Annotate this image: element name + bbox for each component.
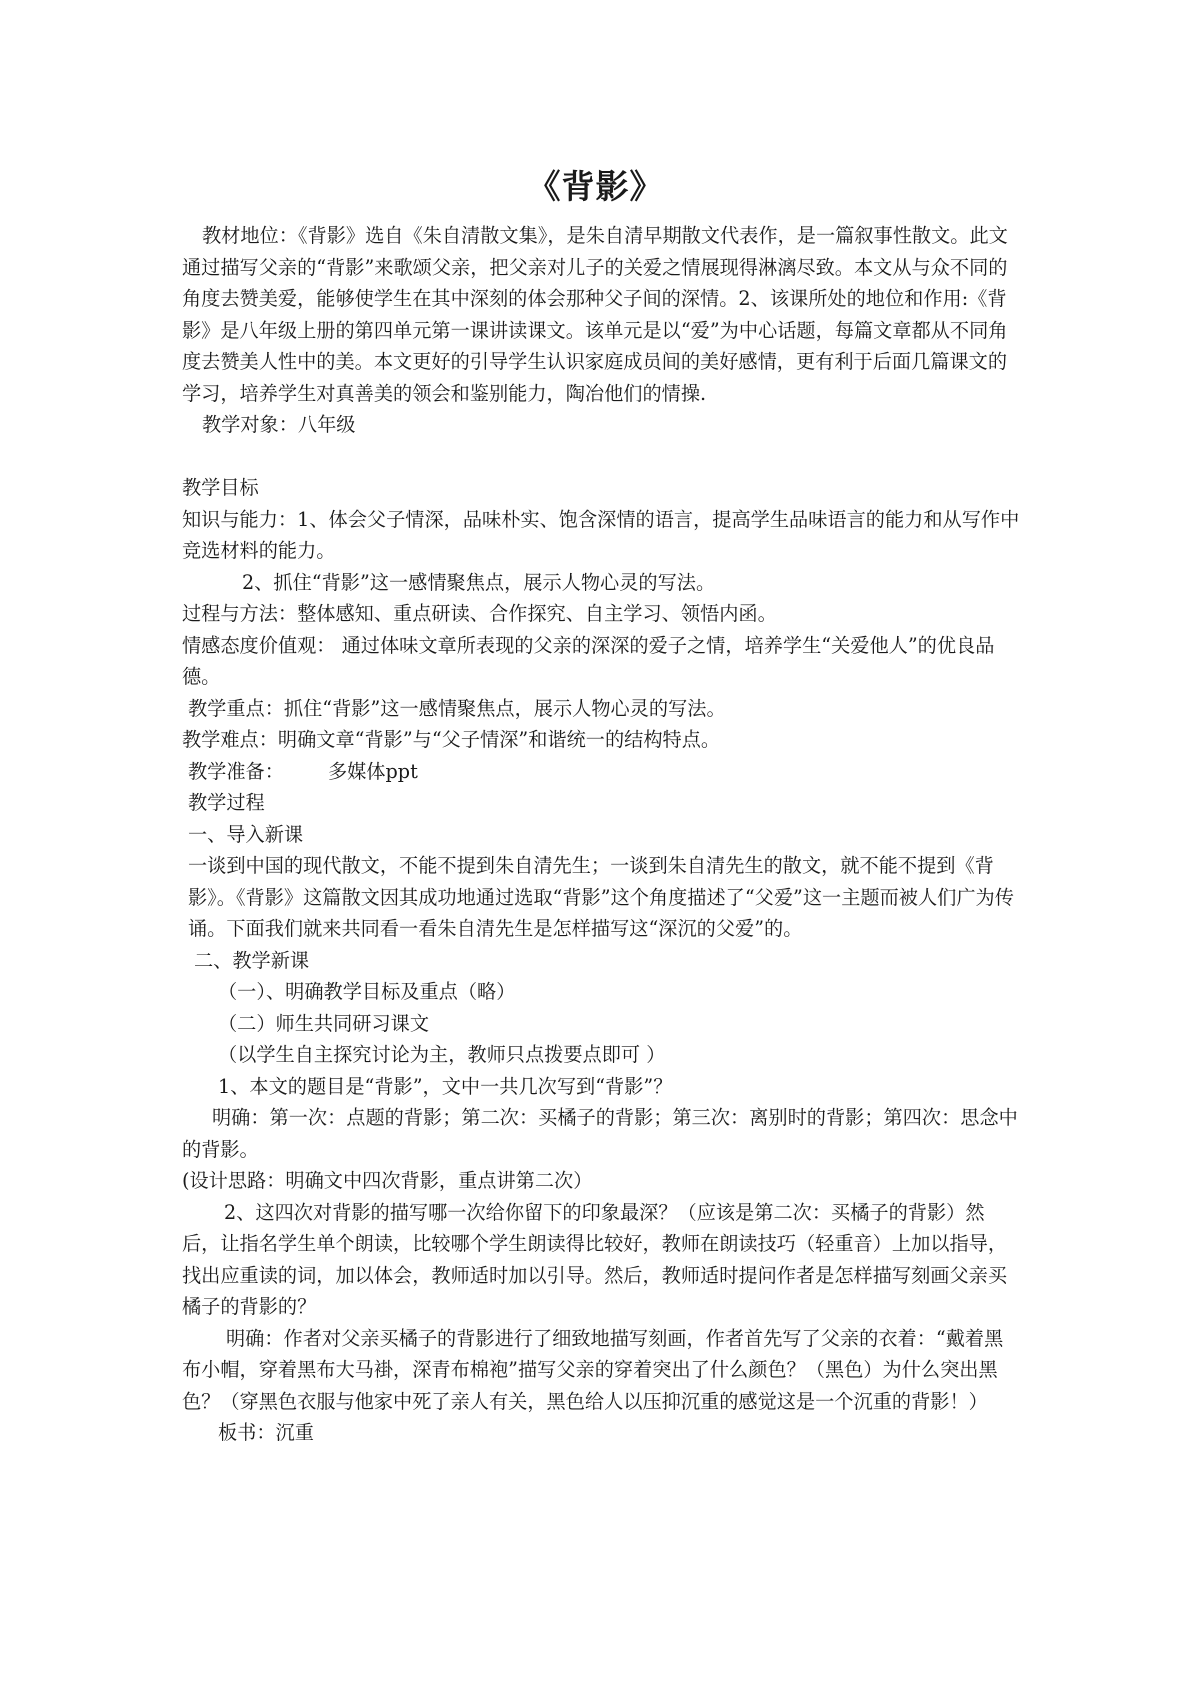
process-heading: 教学过程 <box>188 791 265 814</box>
section1-text: 一谈到中国的现代散文，不能不提到朱自清先生；一谈到朱自清先生的散文，就不能不提到《背影》。《背影》这篇散文因其成功地通过选取“背影”这个角度描述了“父爱”这一主题而被人们广为传诵。下面我们就来共同看一看朱自清先生是怎样描写这“深沉的父爱”的。 <box>188 854 1014 940</box>
key-point: 教学重点：抓住“背影”这一感情聚焦点，展示人物心灵的写法。 <box>188 696 726 720</box>
subsection-1: （一）、明确教学目标及重点（略） <box>218 980 516 1003</box>
goal-knowledge: 知识与能力：1、体会父子情深，品味朴实、饱含深情的语言，提高学生品味语言的能力和从写作中竞选材料的能力。 <box>182 507 1020 562</box>
preparation <box>182 756 1022 788</box>
section1-heading: 一、导入新课 <box>188 822 304 846</box>
difficulty: 教学难点：明确文章“背影”与“父子情深”和谐统一的结构特点。 <box>182 728 721 751</box>
teaching-target: 教学对象：八年级 <box>202 413 356 436</box>
question-2: 2、这四次对背影的描写哪一次给你留下的印象最深？（应该是第二次：买橘子的背影）然后，让指名学生单个朗读，比较哪个学生朗读得比较好，教师在朗读技巧（轻重音）上加以指导，找出应重读的词，加以体会，教师适时加以引导。然后，教师适时提问作者是怎样描写刻画父亲买橘子的背影的？ <box>182 1200 1008 1318</box>
blank-line <box>182 441 1022 473</box>
board-note: 板书：沉重 <box>218 1421 314 1444</box>
goal-knowledge-2: 2、抓住“背影”这一感情聚焦点，展示人物心灵的写法。 <box>242 570 716 594</box>
goals-heading: 教学目标 <box>182 476 259 499</box>
subsection-2: （二）师生共同研习课文 <box>218 1011 430 1035</box>
goal-emotion: 情感态度价值观： 通过体味文章所表现的父亲的深深的爱子之情，培养学生“关爱他人”的优良品德。 <box>182 633 995 688</box>
answer-2: 明确：作者对父亲买橘子的背影进行了细致地描写刻画，作者首先写了父亲的衣着：“戴着黑布小帽，穿着黑布大马褂，深青布棉袍”描写父亲的穿着突出了什么颜色？（黑色）为什么突出黑色？（穿黑色衣服与他家中死了亲人有关，黑色给人以压抑沉重的感觉这是一个沉重的背影！） <box>182 1326 1004 1413</box>
goal-process: 过程与方法：整体感知、重点研读、合作探究、自主学习、领悟内函。 <box>182 602 777 625</box>
section2-heading: 二、教学新课 <box>194 948 310 972</box>
intro-paragraph: 教材地位：《背影》选自《朱自清散文集》，是朱自清早期散文代表作，是一篇叙事性散文。此文通过描写父亲的“背影”来歌颂父亲，把父亲对儿子的关爱之情展现得淋漓尽致。本文从与众不同的角度去赞美爱，能够使学生在其中深刻的体会那种父子间的深情。2、该课所处的地位和作用:《背影》是八年级上册的第四单元第一课讲读课文。该单元是以“爱”为中心话题，每篇文章都从不同角度去赞美人性中的美。本文更好的引导学生认识家庭成员间的美好感情，更有利于后面几篇课文的学习，培养学生对真善美的领会和鉴别能力，陶冶他们的情操. <box>182 224 1008 405</box>
document-body <box>182 220 1022 1449</box>
design-note: (设计思路：明确文中四次背影，重点讲第二次） <box>182 1169 593 1192</box>
prep-label: 教学准备： <box>188 759 284 783</box>
subsection-2-note: （以学生自主探究讨论为主，教师只点拨要点即可 ） <box>218 1043 666 1066</box>
question-1: 1、本文的题目是“背影”，文中一共几次写到“背影”？ <box>218 1074 673 1098</box>
document-title: 《背影》 <box>527 167 664 206</box>
prep-value: 多媒体ppt <box>327 759 418 783</box>
answer-1: 明确：第一次：点题的背影；第二次：买橘子的背影；第三次：离别时的背影；第四次：思念中的背影。 <box>182 1106 1018 1161</box>
